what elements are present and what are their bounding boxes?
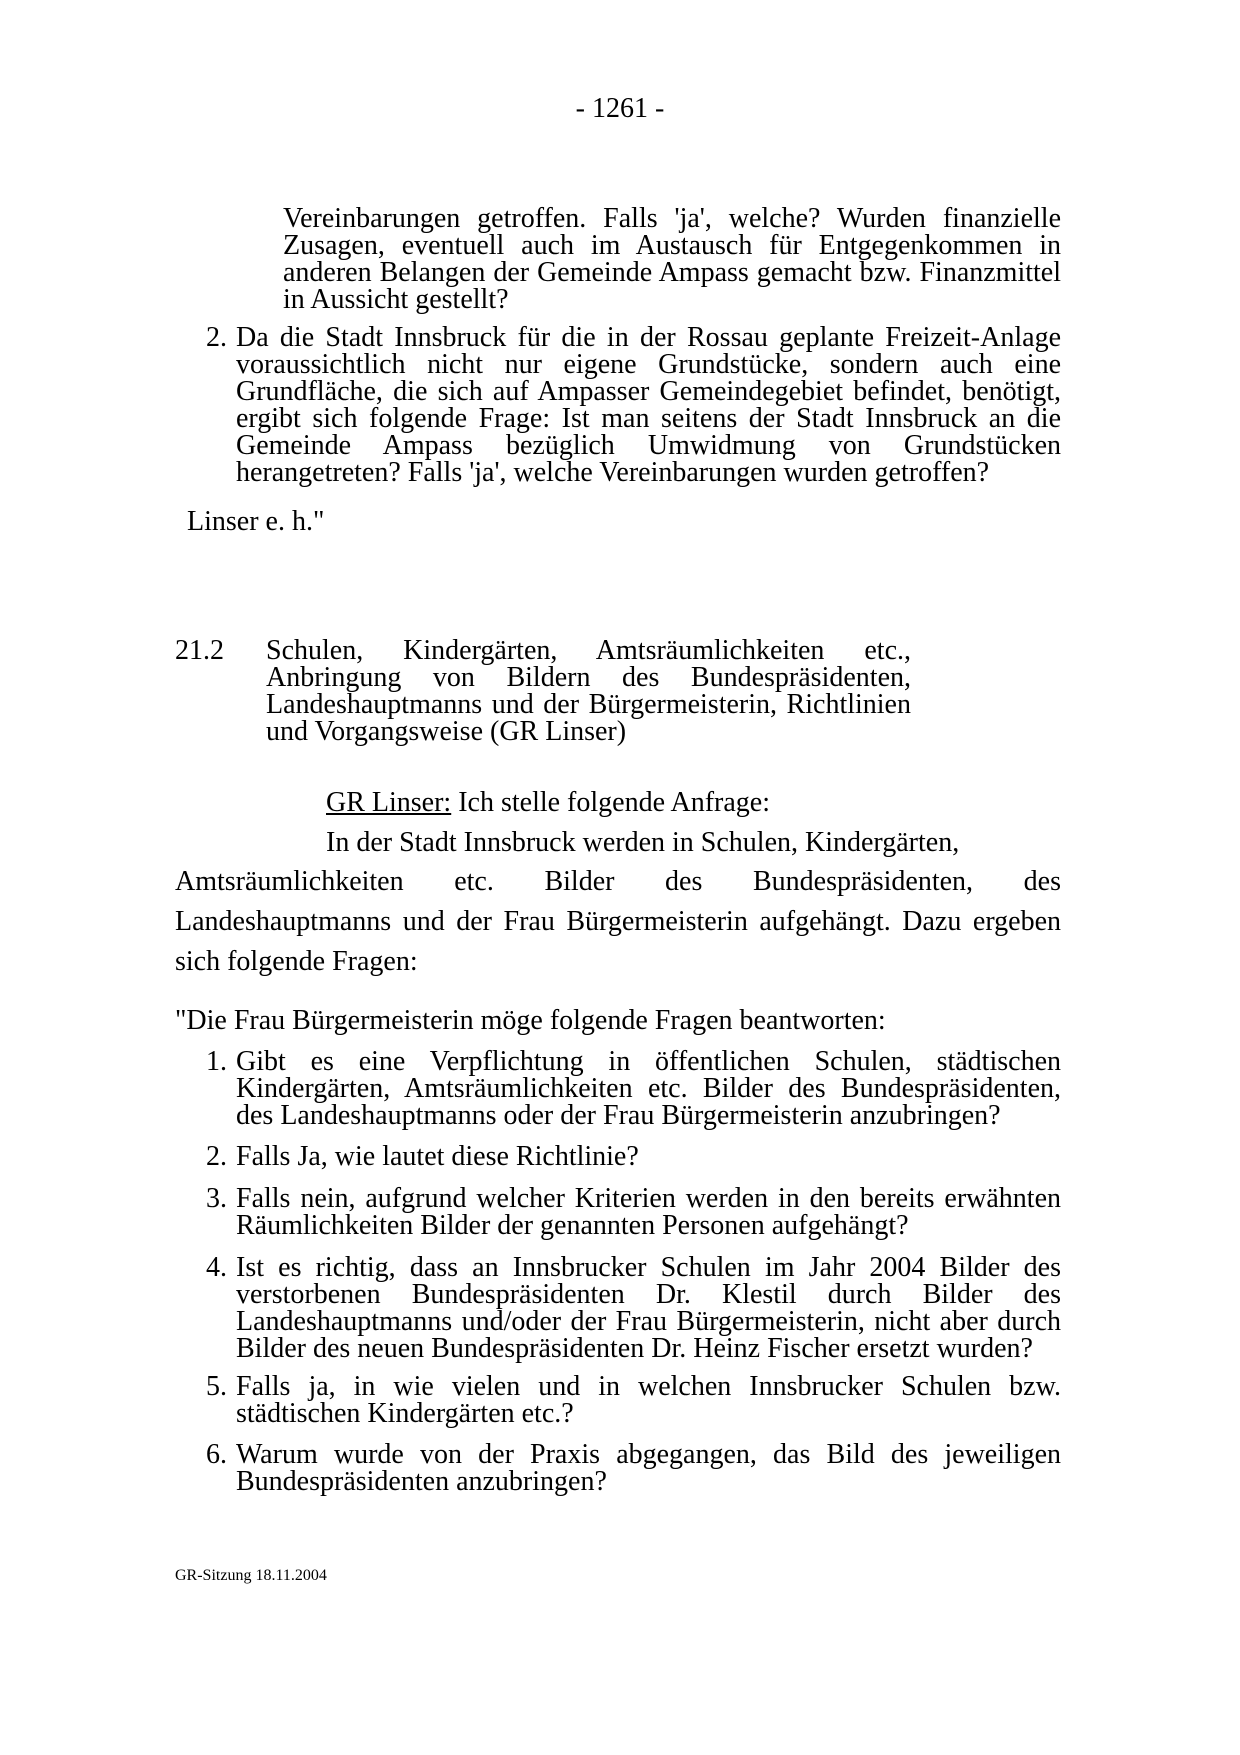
question-number: 3. bbox=[206, 1183, 227, 1214]
quote-intro: "Die Frau Bürgermeisterin möge folgende Fragen beantworten: bbox=[175, 1005, 886, 1036]
section-number: 21.2 bbox=[175, 635, 224, 666]
question-text: Falls Ja, wie lautet diese Richtlinie? bbox=[236, 1141, 639, 1172]
speaker-statement: Ich stelle folgende Anfrage: bbox=[451, 787, 770, 818]
question-text: Warum wurde von der Praxis abgegangen, das Bild des jeweiligen Bundespräsidenten anzubringen? bbox=[236, 1439, 1061, 1497]
question-number: 6. bbox=[206, 1439, 227, 1470]
body-paragraph: Amtsräumlichkeiten etc. Bilder des Bundespräsidenten, des Landeshauptmanns und der Frau Bürgermeisterin aufgehängt. Dazu ergeben sich folgende Fragen: bbox=[175, 866, 1061, 977]
question-text: Falls nein, aufgrund welcher Kriterien werden in den bereits erwähnten Räumlichkeiten Bilder der genannten Personen aufgehängt? bbox=[236, 1183, 1061, 1241]
previous-question-number: 2. bbox=[206, 322, 227, 353]
signature: Linser e. h." bbox=[187, 506, 325, 537]
question-text: Gibt es eine Verpflichtung in öffentlichen Schulen, städtischen Kindergärten, Amtsräumlichkeiten etc. Bilder des Bundespräsidenten, des Landeshauptmanns oder der Frau Bürgermeisterin anzubringen? bbox=[236, 1046, 1061, 1131]
question-number: 2. bbox=[206, 1141, 227, 1172]
continuation-text: Vereinbarungen getroffen. Falls 'ja', welche? Wurden finanzielle Zusagen, eventuell auch im Austausch für Entgegenkommen in anderen Belangen der Gemeinde Ampass gemacht bzw. Finanzmittel in Aussicht gestellt? bbox=[283, 203, 1061, 315]
question-number: 1. bbox=[206, 1046, 227, 1077]
speaker-name: GR Linser: bbox=[326, 787, 452, 818]
body-first-line: In der Stadt Innsbruck werden in Schulen, Kindergärten, bbox=[326, 827, 960, 858]
speaker-line bbox=[326, 786, 770, 820]
footer: GR-Sitzung 18.11.2004 bbox=[175, 1567, 327, 1584]
page-number: - 1261 - bbox=[575, 93, 665, 124]
question-text: Ist es richtig, dass an Innsbrucker Schulen im Jahr 2004 Bilder des verstorbenen Bundespräsidenten Dr. Klestil durch Bilder des Landeshauptmanns und/oder der Frau Bürgermeisterin, nicht aber durch Bilder des neuen Bundespräsidenten Dr. Heinz Fischer ersetzt wurden? bbox=[236, 1252, 1061, 1364]
question-number: 5. bbox=[206, 1371, 227, 1402]
section-title: Schulen, Kindergärten, Amtsräumlichkeiten etc., Anbringung von Bildern des Bundespräsidenten, Landeshauptmanns und der Bürgermeisterin, Richtlinien und Vorgangsweise (GR Linser) bbox=[266, 635, 911, 747]
previous-question-text: Da die Stadt Innsbruck für die in der Rossau geplante Freizeit-Anlage voraussichtlich nicht nur eigene Grundstücke, sondern auch eine Grundfläche, die sich auf Ampasser Gemeindegebiet befindet, benötigt, ergibt sich folgende Frage: Ist man seitens der Stadt Innsbruck an die Gemeinde Ampass bezüglich Umwidmung von Grundstücken herangetreten? Falls 'ja', welche Vereinbarungen wurden getroffen? bbox=[236, 322, 1061, 488]
question-text: Falls ja, in wie vielen und in welchen Innsbrucker Schulen bzw. städtischen Kindergärten etc.? bbox=[236, 1371, 1061, 1429]
question-number: 4. bbox=[206, 1252, 227, 1283]
